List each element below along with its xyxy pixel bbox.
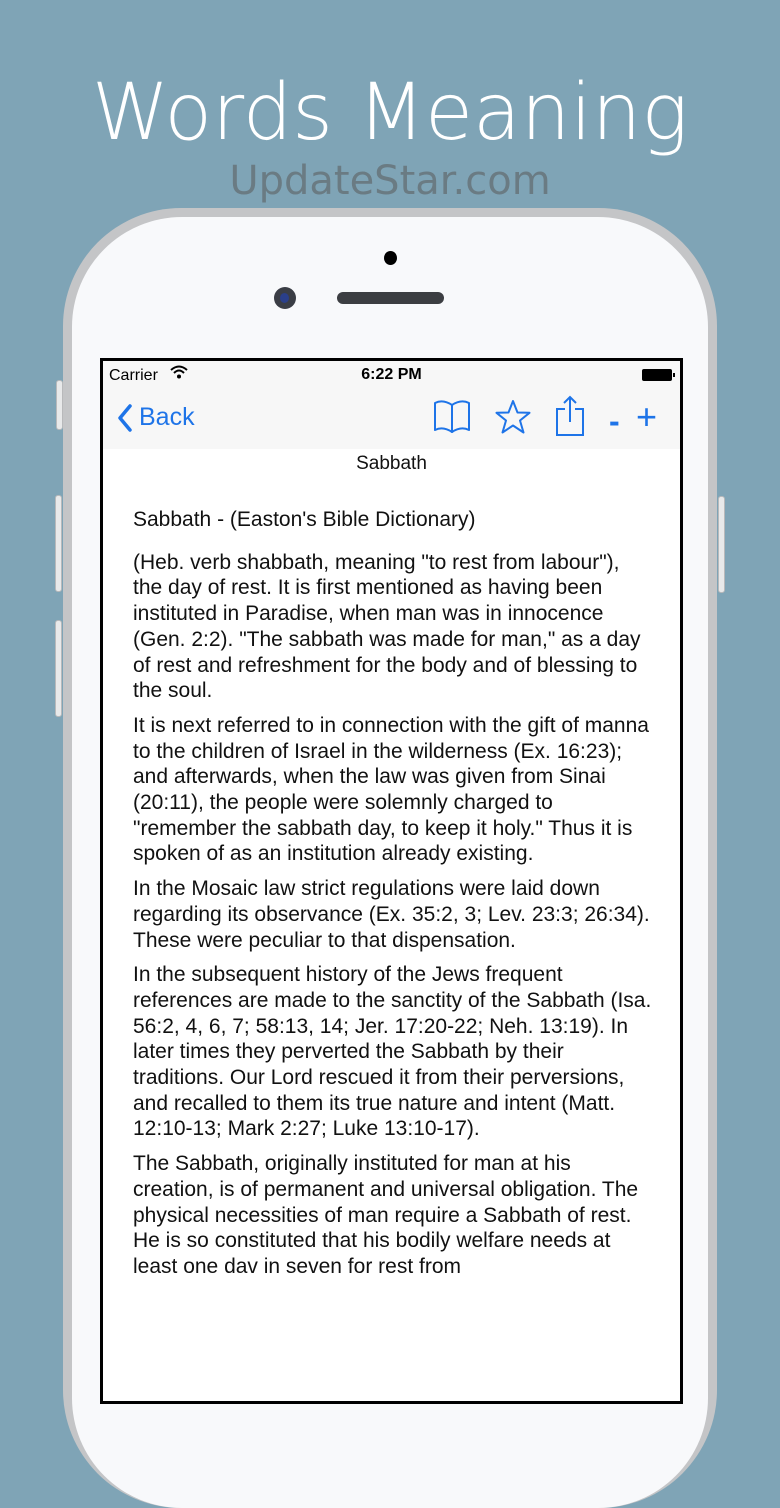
article-heading: Sabbath - (Easton's Bible Dictionary) [133,508,476,531]
book-icon[interactable] [433,399,471,435]
article-paragraph: The Sabbath, originally instituted for man at his creation, is of permanent and universal obligation. The physical necessities of man require a Sabbath of rest. He is so constituted that his bodily welfare needs at least one dav in seven for rest from [133,1152,639,1278]
page-title: Sabbath [356,453,427,474]
article-body [133,507,653,1289]
back-button[interactable] [117,403,195,432]
back-label: Back [139,403,195,431]
star-icon[interactable] [495,399,531,435]
status-time: 6:22 PM [361,366,422,383]
power-button [718,496,725,593]
navigation-bar [103,389,680,449]
volume-down-button [55,620,62,717]
article-paragraph: In the subsequent history of the Jews frequent references are made to the sanctity of the Sabbath (Isa. 56:2, 4, 6, 7; 58:13, 14; Jer. 17:20-22; Neh. 13:19). In later times they perverted the Sabbath by their traditions. Our Lord rescued it from their perversions, and recalled to them its true nature and intent (Matt. 12:10-13; Mark 2:27; Luke 13:10-17). [133,963,652,1141]
proximity-sensor [384,251,397,265]
watermark: UpdateStar.com [229,158,551,204]
article-paragraph: In the Mosaic law strict regulations were laid down regarding its observance (Ex. 35:2, 3; Lev. 23:3; 26:34). These were peculiar to that dispensation. [133,877,650,952]
decrease-font-button[interactable]: - [609,403,620,439]
status-bar [103,361,680,389]
chevron-left-icon [117,404,133,432]
front-camera [274,287,296,309]
carrier-label: Carrier [109,367,158,384]
increase-font-button[interactable]: + [636,396,658,437]
earpiece-speaker [337,292,444,304]
phone-screen [100,358,683,1404]
article-paragraph: (Heb. verb shabbath, meaning "to rest from labour"), the day of rest. It is first mentioned as having been instituted in Paradise, when man was in innocence (Gen. 2:2). "The sabbath was made for man," as a day of rest and refreshment for the body and of blessing to the soul. [133,550,641,703]
volume-up-button [55,495,62,592]
battery-icon [642,369,672,381]
mute-switch [56,380,63,430]
share-icon[interactable] [555,395,585,437]
article-paragraph: It is next referred to in connection with the gift of manna to the children of Israel in the wilderness (Ex. 16:23); and afterwards, when the law was given from Sinai (20:11), the people were solemnly charged to "remember the sabbath day, to keep it holy." Thus it is spoken of as an institution already existing. [133,713,649,866]
headline: Words Meaning [91,68,689,158]
